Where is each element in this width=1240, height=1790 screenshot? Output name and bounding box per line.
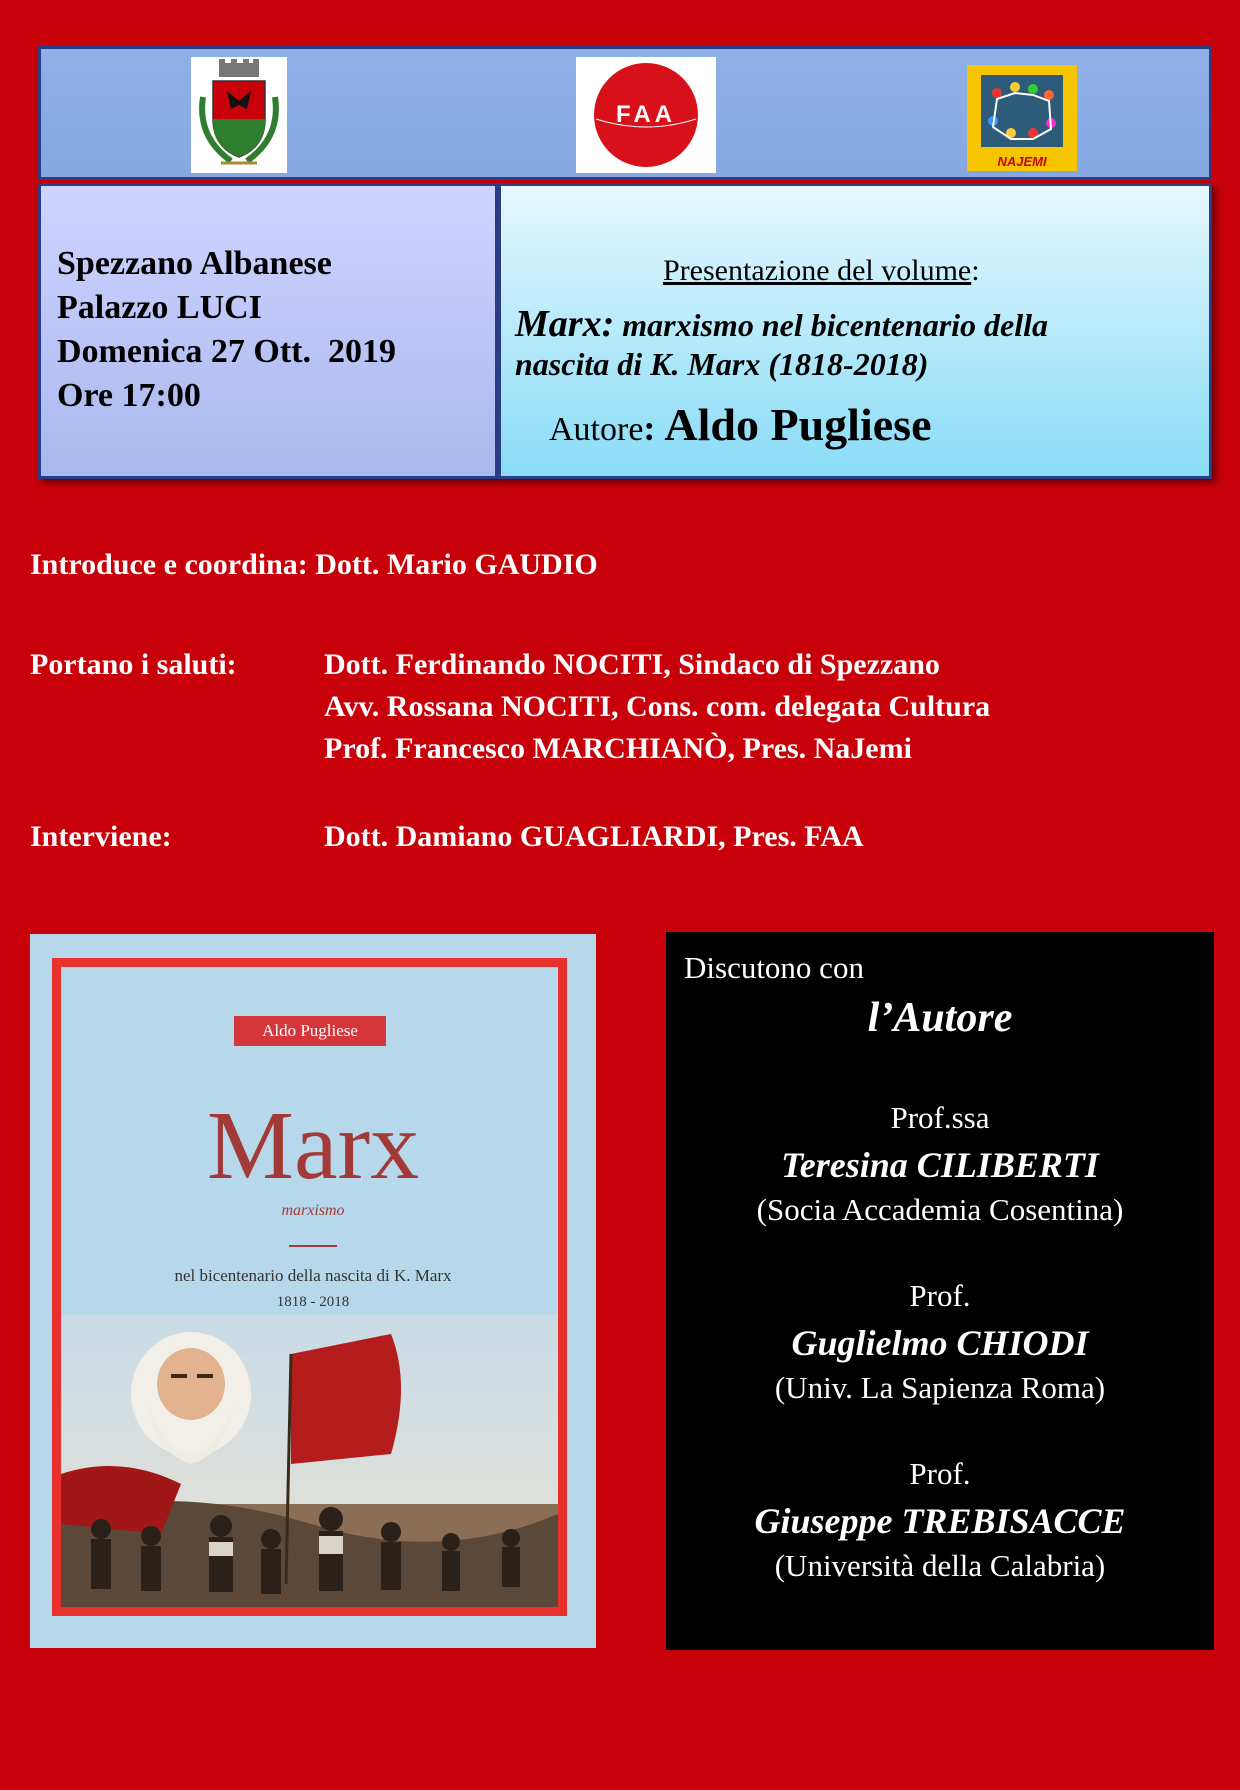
najemi-logo-text: NAJEMI: [997, 154, 1047, 169]
presentation-label: Presentazione del volume: [663, 254, 972, 287]
book-cover-image: [30, 934, 596, 1648]
presentation-box: [498, 183, 1212, 479]
cover-divider: [30, 1234, 596, 1252]
event-place: Spezzano Albanese: [57, 245, 332, 282]
cover-years: 1818 - 2018: [276, 1294, 350, 1310]
event-date: Domenica 27 Ott. 2019: [57, 333, 397, 370]
panelist-title: Prof.: [909, 1278, 971, 1313]
presentation-label-line: Presentazione del volume:: [663, 254, 980, 287]
intro-line: [30, 548, 598, 582]
panelist-title: Prof.ssa: [890, 1100, 990, 1135]
panelist-name: Guglielmo CHIODI: [791, 1323, 1089, 1363]
book-title-rest: marxismo nel bicentenario della: [614, 307, 1049, 343]
discussion-heading-1: Discutono con: [684, 950, 864, 985]
panelist-name: Giuseppe TREBISACCE: [754, 1501, 1126, 1541]
author-line: Autore: Aldo Pugliese: [549, 399, 932, 450]
interviene-name: Dott. Damiano GUAGLIARDI, Pres. FAA: [324, 820, 864, 853]
cover-author-label: Aldo Pugliese: [234, 1016, 386, 1046]
saluti-label: Portano i saluti:: [30, 648, 237, 681]
cover-title: Marx: [206, 1092, 420, 1200]
panelist-affiliation: (Univ. La Sapienza Roma): [774, 1370, 1106, 1405]
event-info-box: [38, 183, 498, 479]
intro-name: Dott. Mario GAUDIO: [315, 548, 598, 581]
comune-coat-of-arms-logo: [191, 57, 287, 173]
author-label: Autore: [549, 411, 644, 448]
book-title-lead: Marx:: [515, 303, 615, 345]
saluti-item: Prof. Francesco MARCHIANÒ, Pres. NaJemi: [324, 732, 912, 765]
faa-logo: [576, 57, 716, 173]
coat-of-arms-icon: [191, 57, 287, 173]
event-venue: Palazzo LUCI: [57, 289, 262, 326]
panelist-affiliation: (Università della Calabria): [774, 1548, 1106, 1583]
cover-description: nel bicentenario della nascita di K. Marx: [174, 1266, 452, 1285]
saluti-item: Dott. Ferdinando NOCITI, Sindaco di Spezzano: [324, 648, 940, 681]
najemi-logo: [967, 65, 1077, 171]
saluti-item: Avv. Rossana NOCITI, Cons. com. delegata Cultura: [324, 690, 991, 723]
panelist-name: Teresina CILIBERTI: [781, 1145, 1099, 1185]
discussion-box: [666, 932, 1214, 1650]
faa-logo-text: FAA: [616, 101, 676, 128]
interviene-label: Interviene:: [30, 820, 172, 853]
author-name: Aldo Pugliese: [664, 399, 932, 450]
discussion-heading-2: l’Autore: [867, 995, 1013, 1041]
marx-painting-illustration: [61, 1314, 558, 1607]
logo-band: [38, 46, 1212, 180]
panelist-affiliation: (Socia Accademia Cosentina): [756, 1192, 1124, 1227]
event-time: Ore 17:00: [57, 377, 201, 414]
book-title-line-2: nascita di K. Marx (1818-2018): [515, 346, 929, 382]
book-title-line-1: [515, 302, 1048, 346]
cover-subtitle: marxismo: [281, 1202, 345, 1219]
intro-label: Introduce e coordina:: [30, 548, 308, 581]
panelist-title: Prof.: [909, 1456, 971, 1491]
